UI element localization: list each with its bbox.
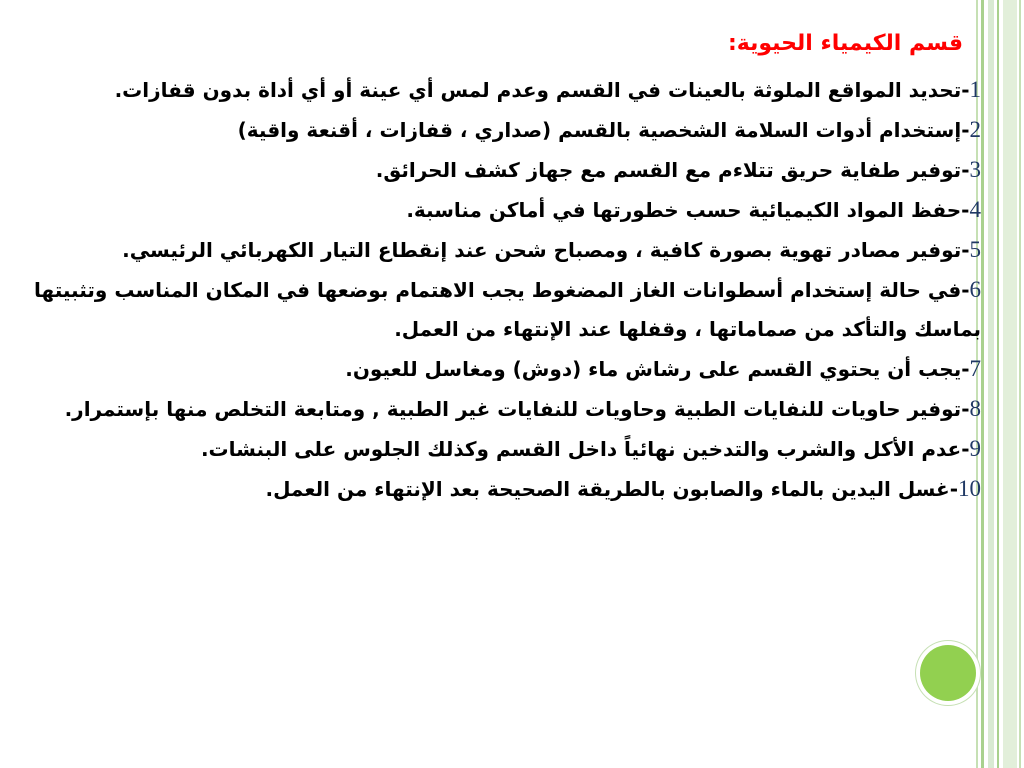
item-number: 5 [969, 237, 981, 262]
item-number: 9 [969, 436, 981, 461]
item-number: 8 [969, 396, 981, 421]
item-text: -يجب أن يحتوي القسم على رشاش ماء (دوش) ومغاسل للعيون. [345, 357, 970, 381]
item-text: -عدم الأكل والشرب والتدخين نهائياً داخل القسم وكذلك الجلوس على البنشات. [200, 437, 970, 461]
item-text: -في حالة إستخدام أسطوانات الغاز المضغوط يجب الاهتمام بوضعها في المكان المناسب وتثبيتها بماسك والتأكد من صماماتها ، وقفلها عند الإنتهاء من العمل. [34, 278, 981, 341]
slide-title: قسم الكيمياء الحيوية: [727, 31, 963, 56]
list-item [34, 110, 989, 150]
list-item [34, 150, 989, 190]
list-item [34, 429, 989, 469]
border-stripe [997, 0, 999, 768]
item-number: 3 [969, 157, 981, 182]
list-item [34, 230, 989, 270]
list-item [34, 469, 989, 509]
item-text: -غسل اليدين بالماء والصابون بالطريقة الصحيحة بعد الإنتهاء من العمل. [265, 477, 958, 501]
item-text: -توفير مصادر تهوية بصورة كافية ، ومصباح شحن عند إنقطاع التيار الكهربائي الرئيسي. [122, 238, 970, 262]
item-number: 6 [969, 277, 981, 302]
list-item [34, 389, 989, 429]
list-item [34, 190, 989, 230]
slide-content [34, 22, 989, 509]
item-number: 4 [969, 197, 981, 222]
list-item [34, 349, 989, 389]
item-text: -توفير طفاية حريق تتلاءم مع القسم مع جهاز كشف الحرائق. [375, 158, 970, 182]
item-number: 1 [969, 77, 981, 102]
item-text: -توفير حاويات للنفايات الطبية وحاويات للنفايات غير الطبية , ومتابعة التخلص منها بإستمرار. [64, 397, 970, 421]
decorative-circle-icon [920, 645, 976, 701]
list-item [34, 270, 989, 349]
item-number: 7 [969, 356, 981, 381]
item-text: -تحديد المواقع الملوثة بالعينات في القسم وعدم لمس أي عينة أو أي أداة بدون قفازات. [114, 78, 970, 102]
border-stripe [1003, 0, 1017, 768]
list-item [34, 70, 989, 110]
item-text: -إستخدام أدوات السلامة الشخصية بالقسم (صداري ، قفازات ، أقنعة واقية) [237, 118, 970, 142]
item-number: 2 [969, 117, 981, 142]
item-text: -حفظ المواد الكيميائية حسب خطورتها في أماكن مناسبة. [406, 198, 970, 222]
item-number: 10 [958, 476, 981, 501]
border-stripe [1019, 0, 1021, 768]
